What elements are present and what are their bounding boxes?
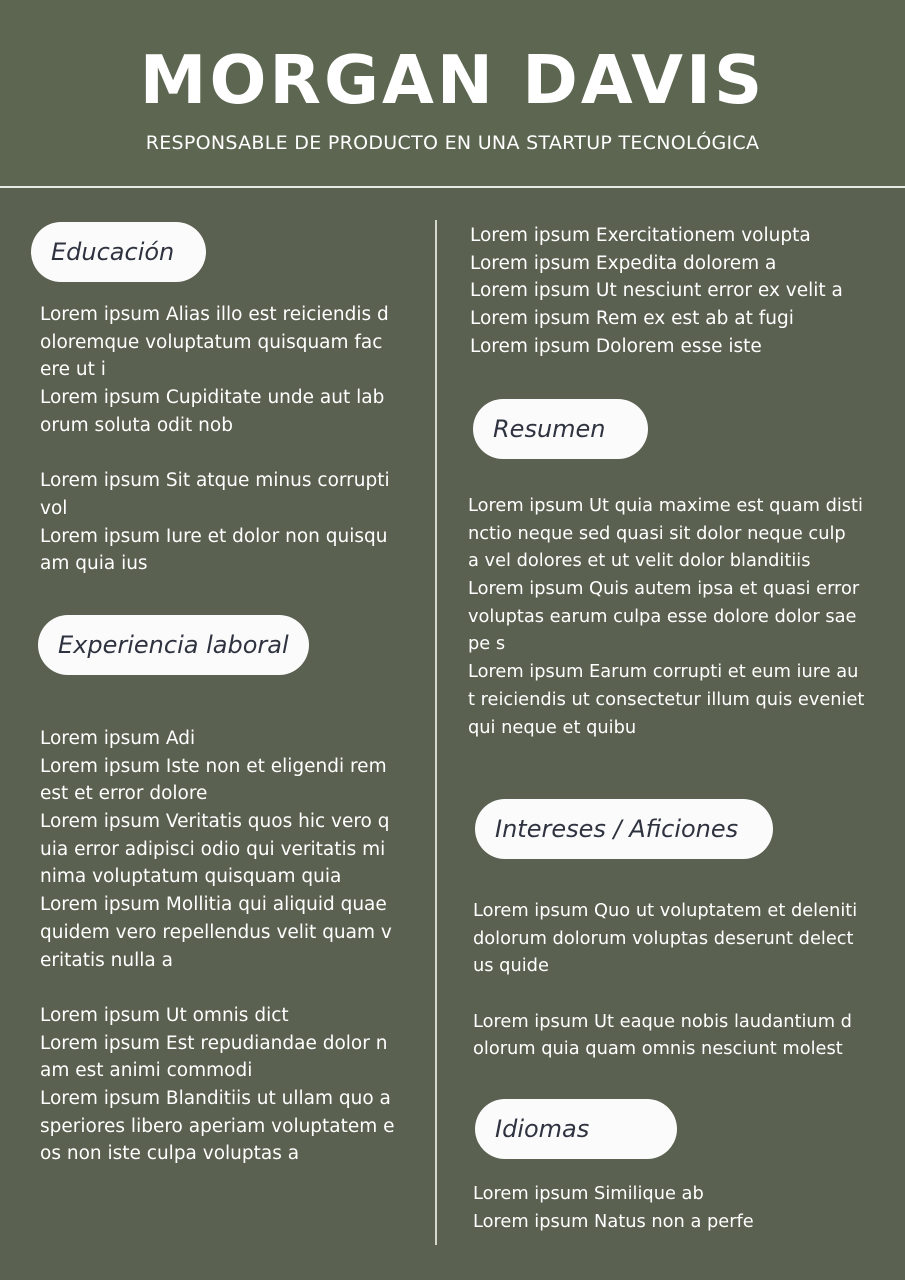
text-line: Lorem ipsum Ut eaque nobis laudantium d [473, 1010, 852, 1032]
education-text [40, 301, 390, 578]
text-line: os non iste culpa voluptas a [40, 1143, 300, 1165]
text-line: Lorem ipsum Ut quia maxime est quam disti [468, 495, 863, 516]
text-line: Lorem ipsum Ut nesciunt error ex velit a [470, 280, 843, 302]
text-line: olorum quia quam omnis nesciunt molest [473, 1038, 843, 1060]
text-line: Lorem ipsum Quo ut voluptatem et deleniti [473, 900, 858, 921]
text-line: nima voluptatum quisquam quia [40, 866, 342, 888]
text-line: uia error adipisci odio qui veritatis mi [40, 838, 386, 860]
text-line: nctio neque sed quasi sit dolor neque culp [468, 522, 846, 544]
text-line: Lorem ipsum Est repudiandae dolor n [40, 1032, 388, 1054]
text-line [40, 974, 395, 1002]
languages-text [473, 1180, 754, 1235]
languages-heading: Idiomas [475, 1099, 677, 1159]
text-line: ere ut i [40, 359, 106, 381]
text-line: Lorem ipsum Exercitationem volupta [470, 225, 811, 246]
text-line: qui neque et quibu [468, 716, 637, 738]
text-line: Lorem ipsum Quis autem ipsa et quasi error [468, 578, 860, 600]
text-line: oloremque voluptatum quisquam fac [40, 331, 383, 353]
skills-text [470, 222, 843, 360]
interests-text [473, 897, 857, 1063]
education-heading: Educación [31, 222, 206, 282]
text-line: us quide [473, 955, 549, 977]
text-line: orum soluta odit nob [40, 414, 233, 436]
text-line: Lorem ipsum Ut omnis dict [40, 1004, 289, 1026]
person-name: MORGAN DAVIS [139, 41, 766, 119]
text-line: Lorem ipsum Iure et dolor non quisqu [40, 525, 388, 547]
text-line: quidem vero repellendus velit quam v [40, 921, 392, 943]
summary-heading: Resumen [473, 399, 648, 459]
text-line: Lorem ipsum Blanditiis ut ullam quo a [40, 1087, 391, 1109]
text-line: voluptas earum culpa esse dolore dolor sae [468, 605, 857, 627]
text-line: Lorem ipsum Natus non a perfe [473, 1210, 754, 1232]
text-line: Lorem ipsum Veritatis quos hic vero q [40, 811, 390, 833]
summary-text [468, 492, 864, 741]
text-line [40, 439, 390, 467]
text-line: Lorem ipsum Earum corrupti et eum iure au [468, 661, 859, 683]
text-line: Lorem ipsum Sit atque minus corrupti [40, 470, 390, 492]
job-title: RESPONSABLE DE PRODUCTO EN UNA STARTUP TECNOLÓGICA [145, 132, 760, 154]
text-line: speriores libero aperiam voluptatem e [40, 1115, 395, 1137]
interests-heading: Intereses / Aficiones [475, 799, 773, 859]
text-line: pe s [468, 633, 506, 655]
text-line: eritatis nulla a [40, 949, 173, 971]
text-line: Lorem ipsum Alias illo est reiciendis d [40, 304, 389, 325]
text-line: am est animi commodi [40, 1060, 253, 1082]
text-line: a vel dolores et ut velit dolor blanditiis [468, 550, 811, 572]
text-line: Lorem ipsum Dolorem esse iste [470, 335, 762, 357]
text-line: Lorem ipsum Adi [40, 728, 196, 749]
text-line: Lorem ipsum Mollitia qui aliquid quae [40, 894, 387, 916]
text-line: Lorem ipsum Cupiditate unde aut lab [40, 387, 385, 409]
text-line: vol [40, 497, 68, 519]
experience-text [40, 725, 395, 1168]
text-line: Lorem ipsum Rem ex est ab at fugi [470, 308, 794, 330]
experience-heading: Experiencia laboral [38, 615, 309, 675]
header [0, 0, 905, 188]
text-line: Lorem ipsum Expedita dolorem a [470, 252, 777, 274]
column-divider [435, 220, 437, 1245]
header-divider [0, 186, 905, 188]
text-line [473, 980, 857, 1008]
text-line: est et error dolore [40, 783, 208, 805]
text-line: Lorem ipsum Iste non et eligendi rem [40, 755, 387, 777]
text-line: t reiciendis ut consectetur illum quis eveniet [468, 688, 865, 710]
text-line: dolorum dolorum voluptas deserunt delect [473, 927, 854, 949]
text-line: Lorem ipsum Similique ab [473, 1183, 704, 1204]
text-line: am quia ius [40, 553, 148, 575]
